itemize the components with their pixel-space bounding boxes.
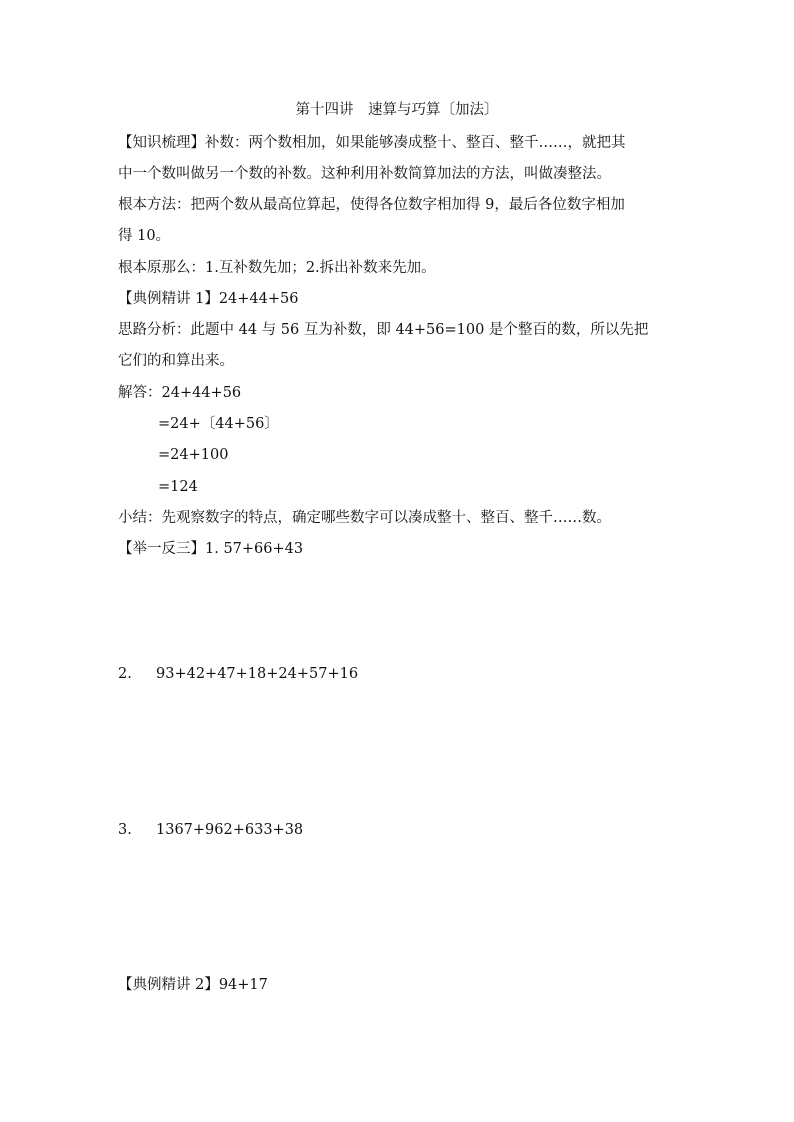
practice-item-number: 3. (118, 822, 132, 838)
example1-heading: 【典例精讲 1】24+44+56 (118, 291, 299, 307)
answer-step-3: =124 (158, 479, 198, 495)
practice-item-expression: 1367+962+633+38 (156, 822, 304, 838)
answer-line: 解答：24+44+56 (118, 385, 242, 401)
practice-item-3 (118, 820, 303, 840)
practice-item-number: 2. (118, 666, 132, 682)
summary-line: 小结：先观察数字的特点，确定哪些数字可以凑成整十、整百、整千……数。 (118, 510, 611, 526)
analysis-line-1: 思路分析：此题中 44 与 56 互为补数，即 44+56=100 是个整百的数，所以先把 (118, 322, 649, 338)
method-line-2: 得 10。 (118, 228, 171, 244)
practice-item-2 (118, 664, 358, 684)
lesson-title: 第十四讲 速算与巧算〔加法〕 (295, 102, 499, 118)
method-line-1: 根本方法：把两个数从最高位算起，使得各位数字相加得 9，最后各位数字相加 (118, 197, 625, 213)
analysis-line-2: 它们的和算出来。 (118, 353, 234, 369)
practice-heading: 【举一反三】1. 57+66+43 (118, 541, 304, 557)
example2-heading: 【典例精讲 2】94+17 (118, 977, 268, 993)
knowledge-line-1: 【知识梳理】补数：两个数相加，如果能够凑成整十、整百、整千……，就把其 (118, 135, 626, 151)
answer-step-2: =24+100 (158, 447, 229, 463)
answer-step-1: =24+〔44+56〕 (158, 416, 279, 432)
principle-line: 根本原那么：1.互补数先加；2.拆出补数来先加。 (118, 260, 436, 276)
practice-item-expression: 93+42+47+18+24+57+16 (156, 666, 359, 682)
knowledge-line-2: 中一个数叫做另一个数的补数。这种利用补数简算加法的方法，叫做凑整法。 (118, 166, 611, 182)
